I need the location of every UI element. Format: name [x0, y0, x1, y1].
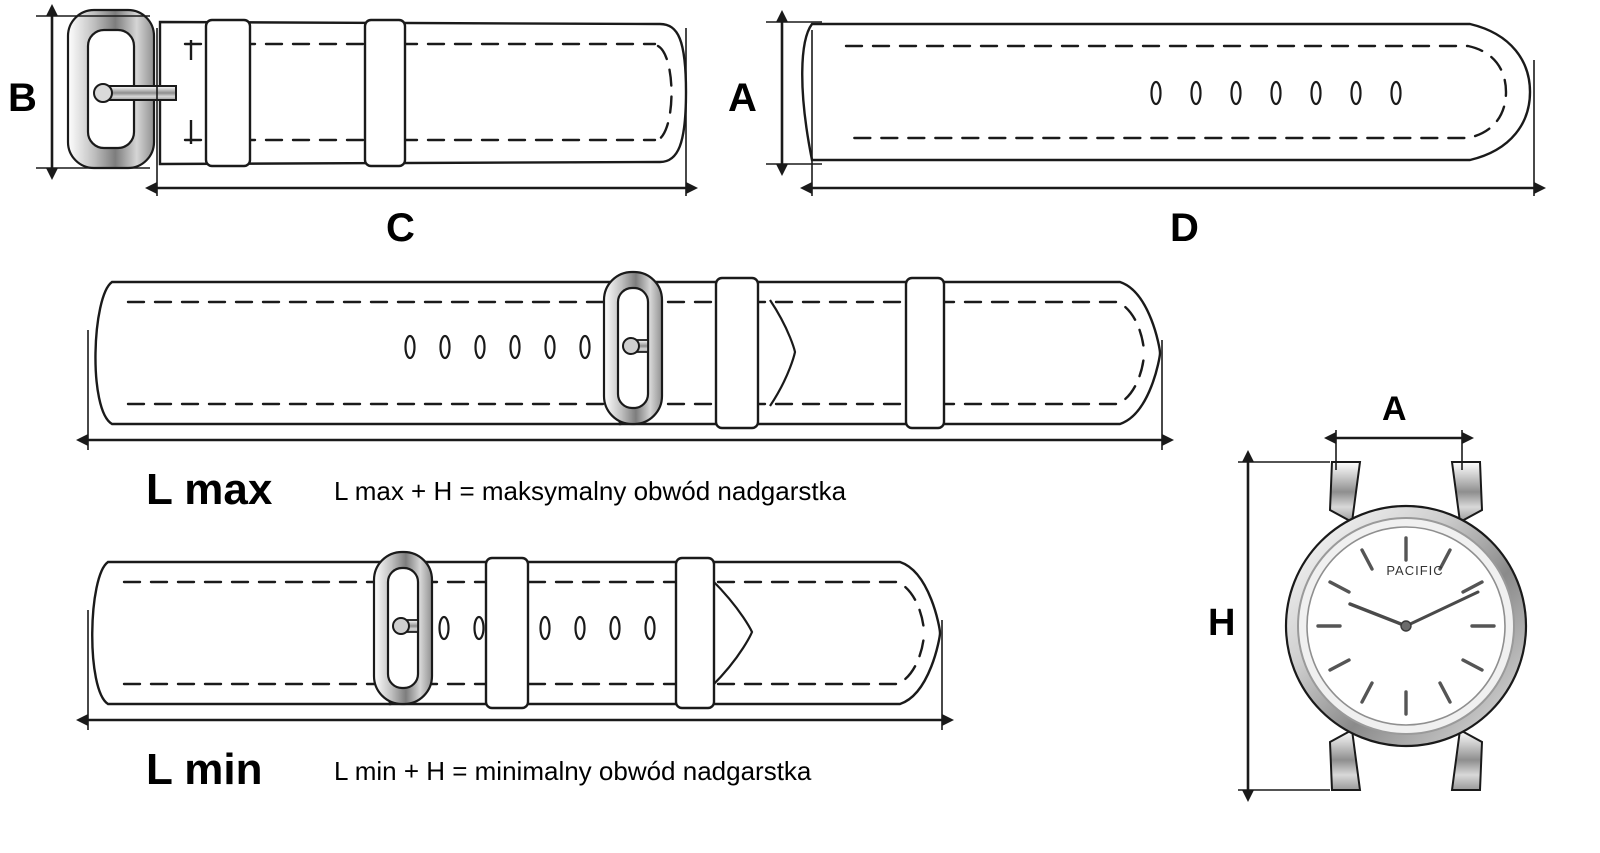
- watch-dial-brand: PACIFIC: [1386, 563, 1444, 578]
- equation-max: L max + H = maksymalny obwód nadgarstka: [334, 476, 847, 506]
- strap-lmax: [95, 272, 1160, 428]
- watch-illustration: [1286, 462, 1526, 790]
- label-A-watch: A: [1382, 390, 1407, 428]
- label-C: C: [386, 206, 415, 250]
- label-A-top: A: [728, 76, 757, 120]
- equation-min: L min + H = minimalny obwód nadgarstka: [334, 756, 812, 786]
- label-B: B: [8, 76, 37, 120]
- strap-holes-top-right: [802, 24, 1530, 160]
- label-H: H: [1208, 602, 1236, 644]
- label-l-max: L max: [146, 465, 273, 514]
- strap-buckle-top-left: [68, 10, 686, 168]
- strap-lmin: [92, 552, 940, 708]
- label-l-min: L min: [146, 745, 263, 794]
- label-D: D: [1170, 206, 1199, 250]
